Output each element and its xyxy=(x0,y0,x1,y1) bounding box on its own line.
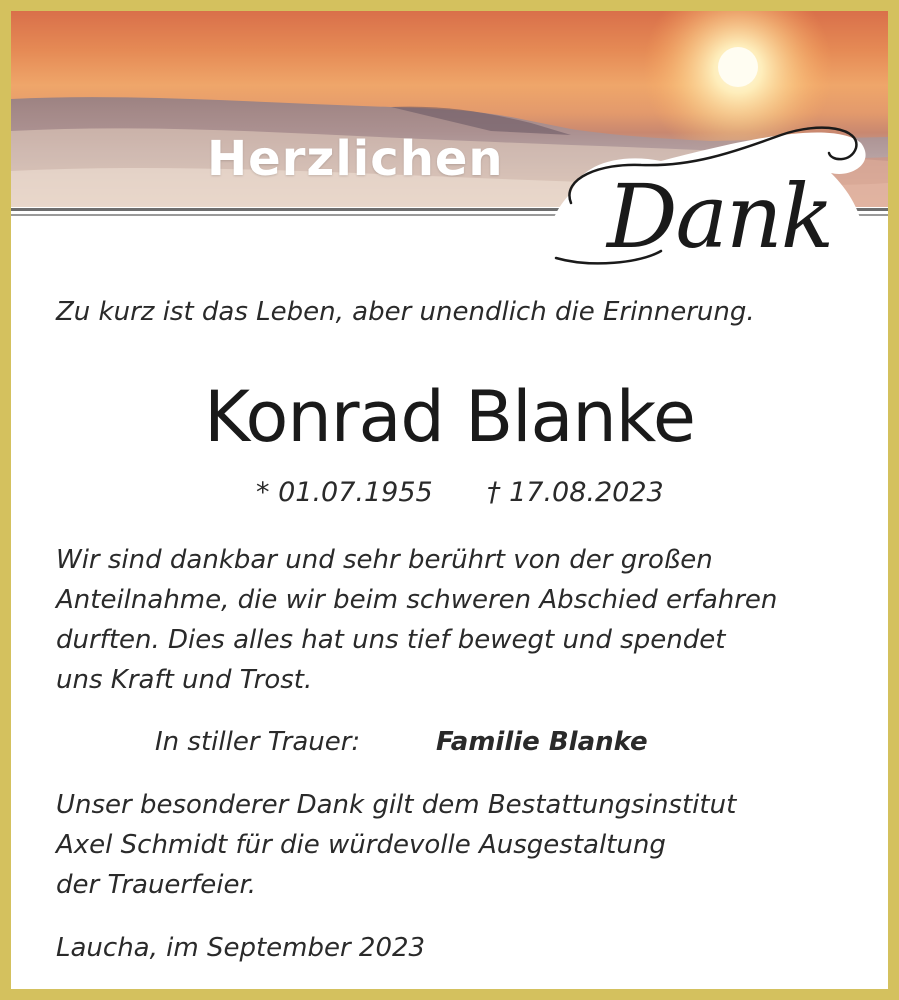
body-text-line: durften. Dies alles hat uns tief bewegt und spendet xyxy=(56,625,726,655)
death-date: † 17.08.2023 xyxy=(487,477,664,508)
birth-date: * 01.07.1955 xyxy=(256,477,433,508)
deceased-name: Konrad Blanke xyxy=(204,376,695,458)
motto-line: Zu kurz ist das Leben, aber unendlich die Erinnerung. xyxy=(56,297,755,327)
mourners-label: In stiller Trauer: xyxy=(155,727,361,757)
body-text-line: Anteilnahme, die wir beim schweren Abschied erfahren xyxy=(56,585,778,615)
obituary-card xyxy=(11,11,888,989)
thanks-text-line: Axel Schmidt für die würdevolle Ausgestaltung xyxy=(56,830,666,860)
body-text-line: Wir sind dankbar und sehr berührt von der großen xyxy=(56,545,713,575)
body-text-line: uns Kraft und Trost. xyxy=(56,665,313,695)
thanks-text-line: der Trauerfeier. xyxy=(56,870,257,900)
thanks-text-line: Unser besonderer Dank gilt dem Bestattungsinstitut xyxy=(56,790,737,820)
heading-dank: Dank xyxy=(607,165,833,268)
place-and-date: Laucha, im September 2023 xyxy=(56,933,426,963)
heading-herzlichen: Herzlichen xyxy=(207,131,504,187)
mourners-name: Familie Blanke xyxy=(436,727,648,757)
